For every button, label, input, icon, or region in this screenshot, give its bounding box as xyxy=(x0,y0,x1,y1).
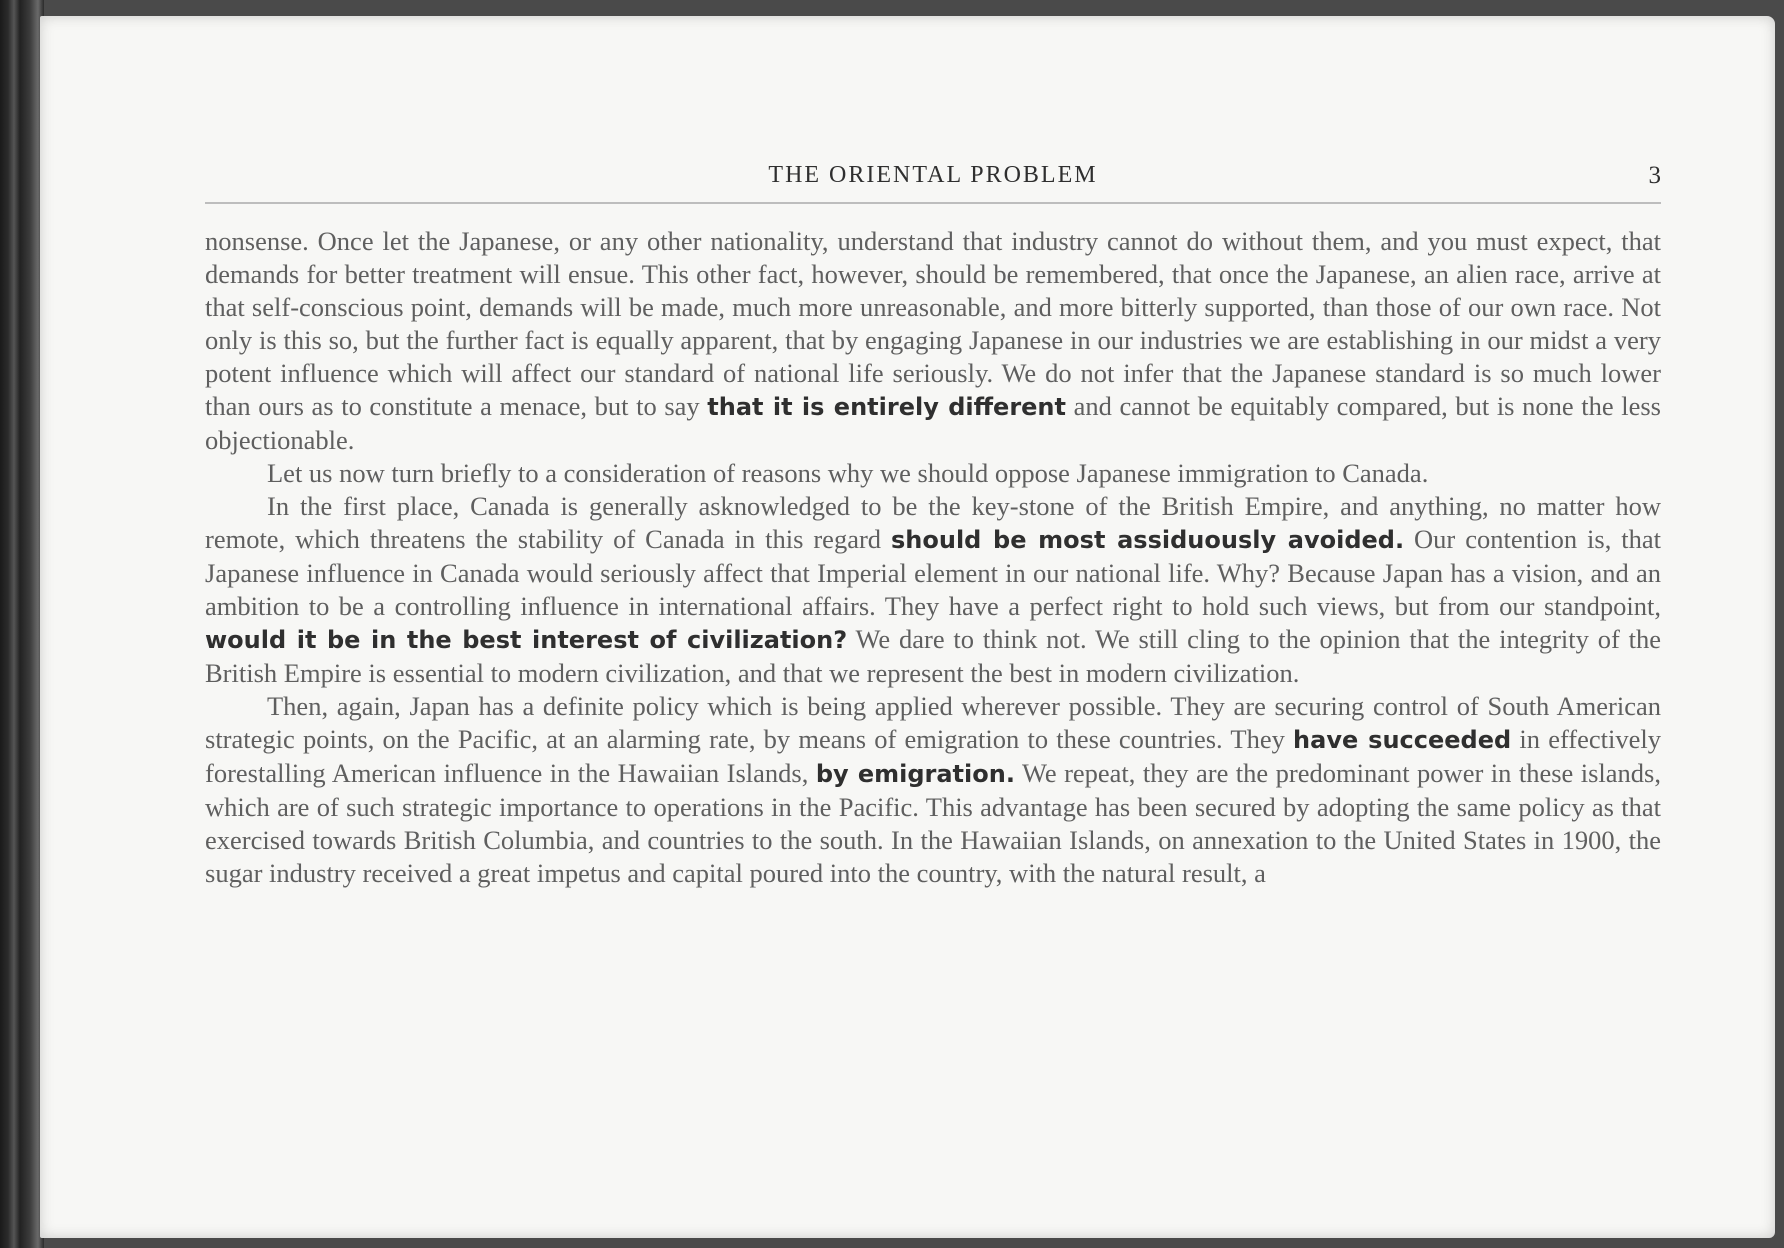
body-text: We dare to think not. We still cling to the opinion that the integrity of the British Empire is essential to modern civilization, and that we represent the best in modern civilization. xyxy=(205,624,1661,688)
running-title: THE ORIENTAL PROBLEM xyxy=(768,162,1098,188)
page-number: 3 xyxy=(1648,162,1661,189)
paragraph xyxy=(205,225,1661,457)
bold-emphasis-text: that it is entirely different xyxy=(707,393,1066,421)
bold-emphasis-text: have succeeded xyxy=(1293,726,1512,754)
body-text: In the first place, Canada is generally asknowledged to be the key-stone of the British Empire, and anything, no matter how remote, which threatens the stability of Canada in this regard xyxy=(205,491,1661,554)
page-body-text xyxy=(205,225,1661,890)
running-header xyxy=(205,162,1661,204)
book-spine xyxy=(0,0,44,1248)
paragraph xyxy=(205,690,1661,890)
bold-emphasis-text: should be most assiduously avoided. xyxy=(891,526,1405,554)
body-text: Then, again, Japan has a definite policy which is being applied wherever possible. They are securing control of South American strategic points, on the Pacific, at an alarming rate, by means of emigration to these countries. They xyxy=(205,691,1661,754)
body-text: We repeat, they are the predominant power in these islands, which are of such strategic importance to operations in the Pacific. This advantage has been secured by adopting the same policy as that exercised towards British Columbia, and countries to the south. In the Hawaiian Islands, on annexation to the United States in 1900, the sugar industry received a great impetus and capital poured into the country, with the natural result, a xyxy=(205,758,1661,888)
body-text: Our contention is, that Japanese influence in Canada would seriously affect that Imperial element in our national life. Why? Because Japan has a vision, and an ambition to be a controlling influence in international affairs. They have a perfect right to hold such views, but from our standpoint, xyxy=(205,524,1662,621)
body-text: nonsense. Once let the Japanese, or any other nationality, understand that industry cannot do without them, and you must expect, that demands for better treatment will ensue. This other fact, however, should be remembered, that once the Japanese, an alien race, arrive at that self-conscious point, demands will be made, much more unreasonable, and more bitterly supported, than those of our own race. Not only is this so, but the further fact is equally apparent, that by engaging Japanese in our industries we are establishing in our midst a very potent influence which will affect our standard of national life seriously. We do not infer that the Japanese standard is so much lower than ours as to constitute a menace, but to say xyxy=(205,226,1661,421)
bold-emphasis-text: would it be in the best interest of civilization? xyxy=(205,626,848,654)
paragraph xyxy=(205,490,1661,690)
body-text: Let us now turn briefly to a consideration of reasons why we should oppose Japanese immigration to Canada. xyxy=(267,458,1429,488)
paragraph xyxy=(205,457,1661,490)
body-text: and cannot be equitably compared, but is none the less objectionable. xyxy=(205,391,1661,455)
bold-emphasis-text: by emigration. xyxy=(815,760,1015,788)
body-text: in effectively forestalling American influence in the Hawaiian Islands, xyxy=(205,724,1662,788)
